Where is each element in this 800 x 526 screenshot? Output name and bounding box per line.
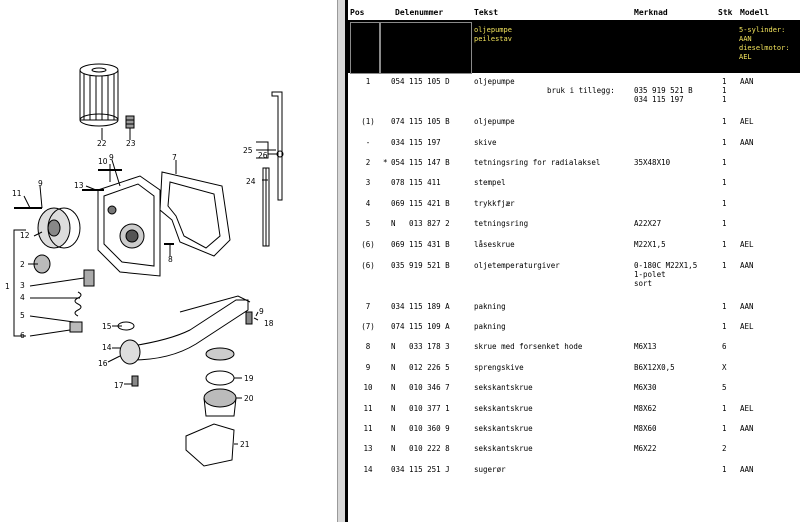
cell-delenummer: 034 115 197 bbox=[391, 138, 441, 147]
callout-label: 6 bbox=[20, 331, 25, 340]
cell-stk: 1 bbox=[722, 322, 727, 331]
cell-stk: X bbox=[722, 363, 727, 372]
cell-merknad: 35X48X10 bbox=[634, 158, 671, 167]
parts-table-row[interactable] bbox=[348, 261, 800, 288]
cell-marker: * bbox=[383, 158, 388, 167]
cell-merknad: B6X12X0,5 bbox=[634, 363, 675, 372]
cell-stk: 1 bbox=[722, 240, 727, 249]
parts-table-row[interactable] bbox=[348, 240, 800, 260]
cell-stk: 1 bbox=[722, 158, 727, 167]
cell-stk: 2 bbox=[722, 444, 727, 453]
cell-delenummer: 074 115 105 B bbox=[391, 117, 450, 126]
cell-pos: (7) bbox=[361, 322, 375, 331]
cell-tekst: sekskantskrue bbox=[474, 424, 533, 433]
parts-table-row[interactable] bbox=[348, 404, 800, 424]
callout-label: 8 bbox=[168, 255, 173, 264]
parts-table-row[interactable] bbox=[348, 178, 800, 198]
callout-label: 15 bbox=[102, 322, 112, 331]
parts-list-panel bbox=[348, 0, 800, 522]
callout-label: 25 bbox=[243, 146, 253, 155]
cell-stk: 1 bbox=[722, 424, 727, 433]
cell-pos: (1) bbox=[361, 117, 375, 126]
cell-merknad: M8X60 bbox=[634, 424, 657, 433]
cell-pos: 4 bbox=[365, 199, 371, 208]
cell-stk: 5 bbox=[722, 383, 727, 392]
cell-pos: 7 bbox=[365, 302, 371, 311]
cell-merknad: 035 919 521 B 034 115 197 bbox=[634, 86, 693, 104]
parts-table-row[interactable] bbox=[348, 363, 800, 383]
callout-label: 17 bbox=[114, 381, 124, 390]
exploded-diagram-panel bbox=[0, 0, 345, 522]
group-header-row[interactable] bbox=[348, 21, 800, 73]
group-nr-cell bbox=[380, 22, 472, 74]
cell-pos: 5 bbox=[365, 219, 371, 228]
group-title-2: peilestav bbox=[474, 35, 512, 43]
cell-pos: 13 bbox=[363, 444, 373, 453]
cell-modell: AEL bbox=[740, 404, 754, 413]
cell-modell: AAN bbox=[740, 424, 754, 433]
callout-label: 22 bbox=[97, 139, 107, 148]
callout-label: 14 bbox=[102, 343, 112, 352]
cell-tekst: pakning bbox=[474, 302, 506, 311]
cell-pos: 2 bbox=[365, 158, 371, 167]
cell-pos: 11 bbox=[363, 404, 373, 413]
callout-label: 16 bbox=[98, 359, 108, 368]
cell-stk: 6 bbox=[722, 342, 727, 351]
col-header-delenummer[interactable]: Delenummer bbox=[395, 8, 444, 17]
cell-tekst: tetningsring bbox=[474, 219, 529, 228]
cell-pos: (6) bbox=[361, 261, 375, 270]
cell-stk: 1 bbox=[722, 117, 727, 126]
callout-label: 9 bbox=[259, 307, 264, 316]
group-title-1: oljepumpe bbox=[474, 26, 512, 34]
callout-label: 24 bbox=[246, 177, 256, 186]
cell-pos: 3 bbox=[365, 178, 371, 187]
group-model-4: AEL bbox=[739, 53, 752, 61]
cell-merknad: M6X30 bbox=[634, 383, 657, 392]
callout-label: 2 bbox=[20, 260, 25, 269]
cell-tekst: låseskrue bbox=[474, 240, 515, 249]
parts-table-row[interactable] bbox=[348, 219, 800, 239]
parts-table-row[interactable] bbox=[348, 424, 800, 444]
cell-modell: AAN bbox=[740, 77, 754, 86]
cell-stk: 1 bbox=[722, 261, 727, 270]
cell-pos: 14 bbox=[363, 465, 373, 474]
callout-label: 10 bbox=[98, 157, 108, 166]
callout-label: 23 bbox=[126, 139, 136, 148]
callout-label: 13 bbox=[74, 181, 84, 190]
parts-table-row[interactable] bbox=[348, 444, 800, 464]
cell-modell: AEL bbox=[740, 117, 754, 126]
callout-label: 1 bbox=[5, 282, 10, 291]
cell-tekst: sekskantskrue bbox=[474, 404, 533, 413]
cell-modell: AAN bbox=[740, 465, 754, 474]
parts-table-row[interactable] bbox=[348, 138, 800, 158]
col-header-pos[interactable]: Pos bbox=[350, 8, 365, 17]
cell-delenummer: 054 115 147 B bbox=[391, 158, 450, 167]
callout-label: 5 bbox=[20, 311, 25, 320]
cell-delenummer: 074 115 109 A bbox=[391, 322, 450, 331]
cell-note: bruk i tillegg: bbox=[547, 86, 615, 95]
cell-pos: 11 bbox=[363, 424, 373, 433]
cell-delenummer: N 010 360 9 bbox=[391, 424, 450, 433]
cell-pos: - bbox=[365, 138, 371, 147]
cell-delenummer: N 012 226 5 bbox=[391, 363, 450, 372]
parts-table-row[interactable] bbox=[348, 302, 800, 322]
parts-table-row[interactable] bbox=[348, 383, 800, 403]
cell-stk: 1 bbox=[722, 404, 727, 413]
group-model-3: dieselmotor: bbox=[739, 44, 790, 52]
cell-delenummer: 034 115 189 A bbox=[391, 302, 450, 311]
cell-modell: AAN bbox=[740, 302, 754, 311]
callout-label: 3 bbox=[20, 281, 25, 290]
cell-tekst: sprengskive bbox=[474, 363, 524, 372]
parts-table-row[interactable] bbox=[348, 342, 800, 362]
cell-delenummer: 069 115 431 B bbox=[391, 240, 450, 249]
cell-delenummer: 054 115 105 D bbox=[391, 77, 450, 86]
group-pos-cell bbox=[350, 22, 380, 74]
cell-tekst: oljetemperaturgiver bbox=[474, 261, 560, 270]
cell-pos: (6) bbox=[361, 240, 375, 249]
cell-delenummer: N 033 178 3 bbox=[391, 342, 450, 351]
exploded-diagram bbox=[0, 0, 337, 522]
cell-pos: 8 bbox=[365, 342, 371, 351]
parts-table-row[interactable] bbox=[348, 465, 800, 485]
cell-delenummer: N 010 346 7 bbox=[391, 383, 450, 392]
cell-stk: 1 bbox=[722, 219, 727, 228]
cell-delenummer: N 010 222 8 bbox=[391, 444, 450, 453]
cell-stk: 1 bbox=[722, 302, 727, 311]
cell-tekst: sekskantskrue bbox=[474, 383, 533, 392]
cell-delenummer: 078 115 411 bbox=[391, 178, 441, 187]
cell-delenummer: 034 115 251 J bbox=[391, 465, 450, 474]
oil-pump-body-icon bbox=[98, 176, 160, 276]
parts-table-header bbox=[348, 0, 800, 21]
parts-table-row[interactable] bbox=[348, 77, 800, 104]
oil-filter-icon bbox=[80, 64, 118, 126]
cell-tekst: sekskantskrue bbox=[474, 444, 533, 453]
cell-stk: 1 bbox=[722, 178, 727, 187]
cell-merknad: M6X13 bbox=[634, 342, 657, 351]
cell-pos: 1 bbox=[365, 77, 371, 86]
parts-table-row[interactable] bbox=[348, 117, 800, 137]
cell-stk: 1 bbox=[722, 138, 727, 147]
parts-table-row[interactable] bbox=[348, 158, 800, 178]
cell-delenummer: 035 919 521 B bbox=[391, 261, 450, 270]
callout-label: 9 bbox=[109, 153, 114, 162]
callout-label: 19 bbox=[244, 374, 254, 383]
group-model-2: AAN bbox=[739, 35, 752, 43]
cell-stk: 1 bbox=[722, 199, 727, 208]
cell-tekst: stempel bbox=[474, 178, 506, 187]
parts-table-row[interactable] bbox=[348, 322, 800, 342]
callout-label: 11 bbox=[12, 189, 22, 198]
callout-label: 4 bbox=[20, 293, 25, 302]
cell-tekst: skrue med forsenket hode bbox=[474, 342, 583, 351]
cell-pos: 9 bbox=[365, 363, 371, 372]
cell-modell: AAN bbox=[740, 138, 754, 147]
cell-tekst: pakning bbox=[474, 322, 506, 331]
cell-tekst: oljepumpe bbox=[474, 117, 515, 126]
cell-merknad: 0-180C M22X1,5 1-polet sort bbox=[634, 261, 698, 288]
cell-merknad: M6X22 bbox=[634, 444, 657, 453]
col-header-merknad[interactable]: Merknad bbox=[634, 8, 668, 17]
cell-tekst: tetningsring for radialaksel bbox=[474, 158, 601, 167]
callout-label: 26 bbox=[258, 151, 268, 160]
cell-delenummer: N 010 377 1 bbox=[391, 404, 450, 413]
cell-pos: 10 bbox=[363, 383, 373, 392]
callout-label: 9 bbox=[38, 179, 43, 188]
cell-delenummer: 069 115 421 B bbox=[391, 199, 450, 208]
oil-pickup-tube-icon bbox=[118, 296, 250, 466]
parts-table-row[interactable] bbox=[348, 199, 800, 219]
col-header-stk[interactable]: Stk bbox=[718, 8, 733, 17]
cell-tekst: oljepumpe bbox=[474, 77, 515, 86]
cell-modell: AEL bbox=[740, 240, 754, 249]
cell-modell: AAN bbox=[740, 261, 754, 270]
cell-stk: 1 bbox=[722, 465, 727, 474]
cell-modell: AEL bbox=[740, 322, 754, 331]
callout-label: 21 bbox=[240, 440, 250, 449]
col-header-tekst[interactable]: Tekst bbox=[474, 8, 499, 17]
cell-merknad: M22X1,5 bbox=[634, 240, 666, 249]
col-header-modell[interactable]: Modell bbox=[740, 8, 769, 17]
group-model-1: 5-sylinder: bbox=[739, 26, 786, 34]
sprocket-icon bbox=[38, 208, 80, 248]
dipstick-icon bbox=[263, 92, 283, 246]
cell-tekst: skive bbox=[474, 138, 497, 147]
cell-tekst: trykkfjær bbox=[474, 199, 515, 208]
callout-label: 7 bbox=[172, 153, 177, 162]
cell-stk: 1 1 1 bbox=[722, 77, 727, 104]
callout-label: 12 bbox=[20, 231, 30, 240]
cell-tekst: sugerør bbox=[474, 465, 506, 474]
cell-merknad: M8X62 bbox=[634, 404, 657, 413]
callout-label: 20 bbox=[244, 394, 254, 403]
cell-delenummer: N 013 827 2 bbox=[391, 219, 450, 228]
threaded-fitting-icon bbox=[126, 116, 134, 128]
callout-label: 18 bbox=[264, 319, 274, 328]
cell-merknad: A22X27 bbox=[634, 219, 662, 228]
